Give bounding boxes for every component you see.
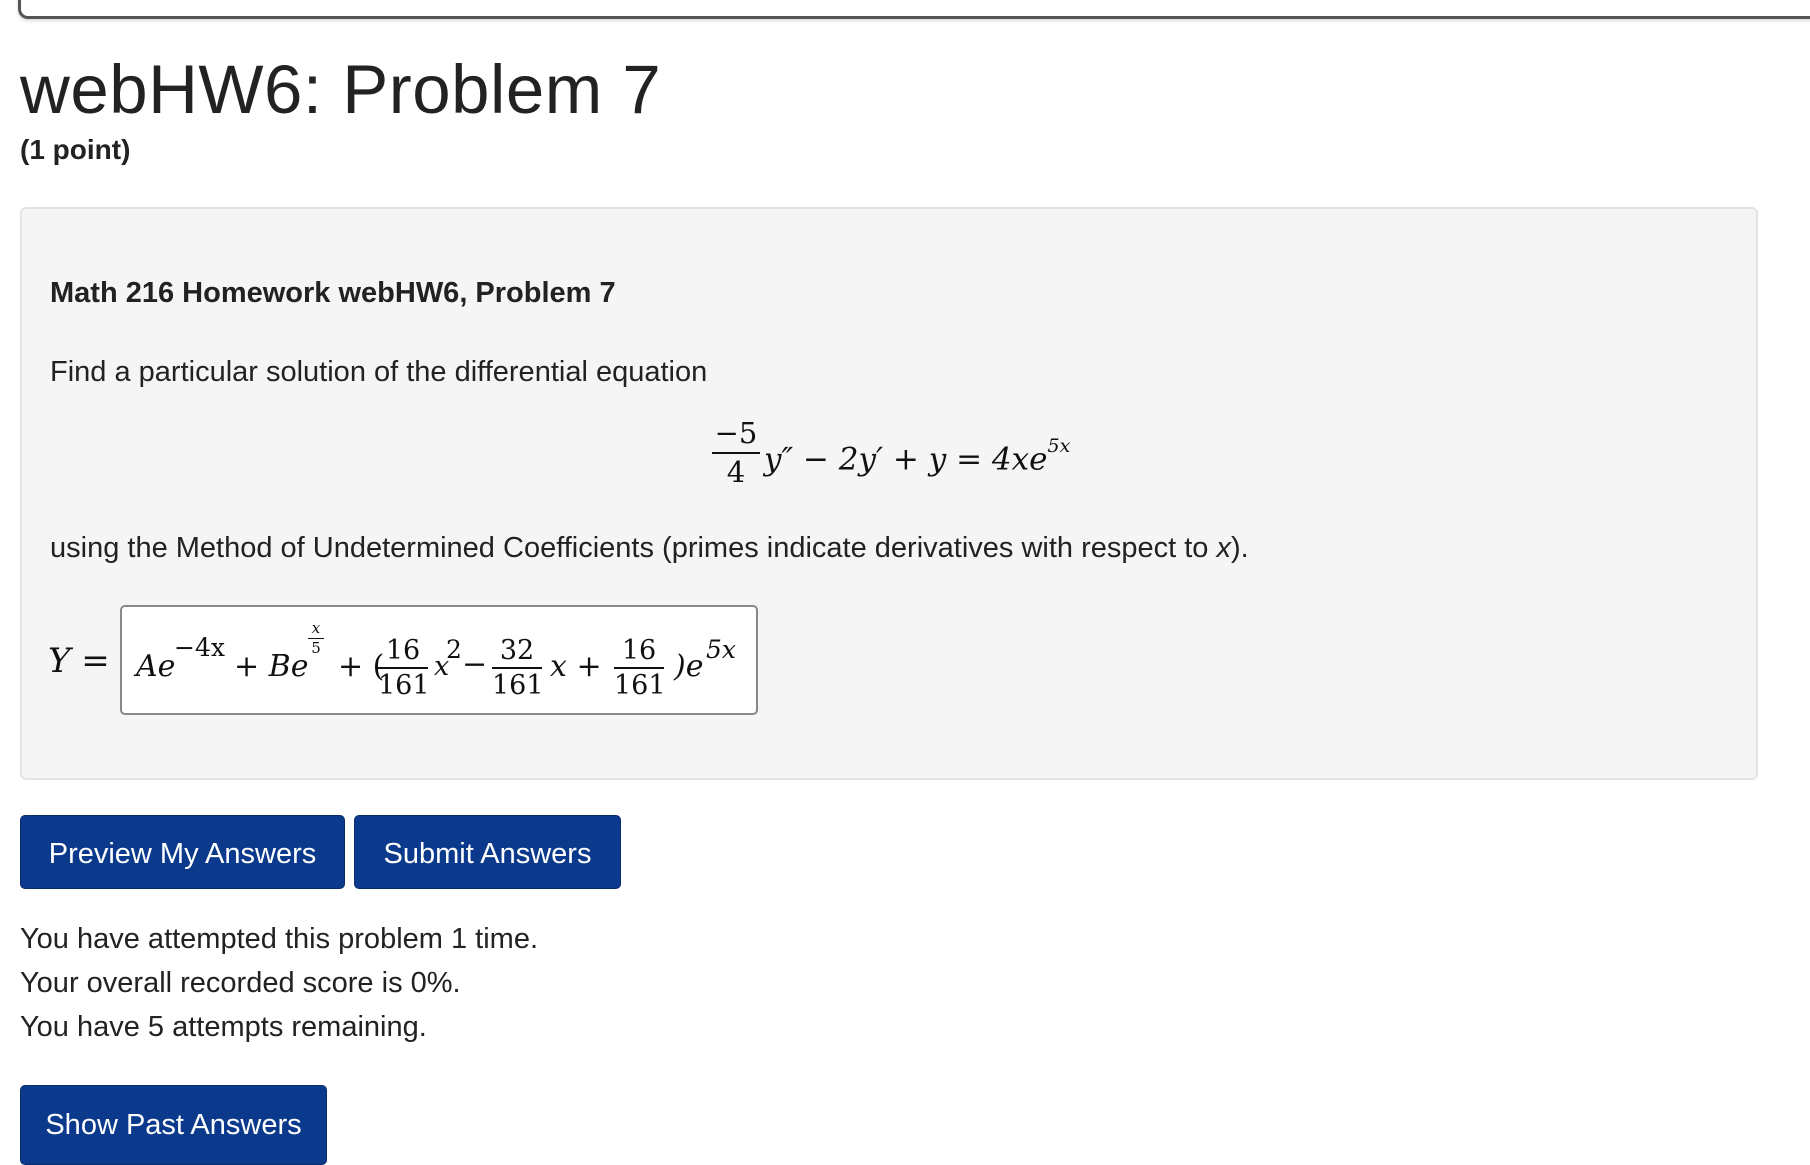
- preview-answers-button[interactable]: Preview My Answers: [20, 815, 345, 889]
- page-title: webHW6: Problem 7: [20, 51, 662, 128]
- equation-coefficient: [712, 416, 760, 489]
- answer-coef-2: 32 161: [492, 635, 544, 701]
- answer-B-term: + Be: [234, 649, 309, 684]
- answer-label: Y =: [48, 641, 110, 681]
- problem-method-text: using the Method of Undetermined Coefficients (primes indicate derivatives with respect to x).: [50, 532, 1249, 564]
- problem-box: [20, 207, 1758, 780]
- problem-intro: Find a particular solution of the differential equation: [50, 356, 708, 388]
- coef-numerator: −5: [714, 416, 758, 450]
- attempts-made-text: You have attempted this problem 1 time.: [20, 923, 539, 955]
- equation-rhs-exponent: 5x: [1047, 435, 1071, 457]
- answer-close-exponent: 5x: [706, 635, 737, 664]
- answer-coef-1: 16 161: [378, 635, 430, 701]
- submit-answers-button[interactable]: Submit Answers: [354, 815, 621, 889]
- answer-x-squared: x: [434, 651, 450, 682]
- coef-denominator: 4: [726, 455, 746, 489]
- points-label: (1 point): [20, 134, 131, 165]
- answer-input[interactable]: [120, 605, 758, 715]
- answer-open-paren: + (: [338, 649, 385, 684]
- differential-equation: [712, 416, 1132, 499]
- top-card-edge: [18, 0, 1810, 19]
- answer-B-exponent: x 5: [308, 621, 324, 656]
- attempts-remaining-text: You have 5 attempts remaining.: [20, 1011, 427, 1043]
- answer-coef-3: 16 161: [614, 635, 666, 701]
- answer-x-plus: x +: [550, 649, 602, 684]
- answer-A-term: Ae: [136, 649, 176, 684]
- problem-heading: Math 216 Homework webHW6, Problem 7: [50, 277, 616, 309]
- score-text: Your overall recorded score is 0%.: [20, 967, 461, 999]
- equation-lhs: $y'' - 2y' + y = 4xe^{5x}$: [764, 435, 1071, 478]
- answer-x-squared-exponent: 2: [446, 635, 462, 664]
- answer-row: [48, 605, 788, 719]
- show-past-answers-button[interactable]: Show Past Answers: [20, 1085, 327, 1165]
- answer-A-exponent: −4x: [174, 633, 225, 662]
- answer-minus: −: [462, 647, 488, 682]
- answer-close-paren: )e: [674, 649, 704, 684]
